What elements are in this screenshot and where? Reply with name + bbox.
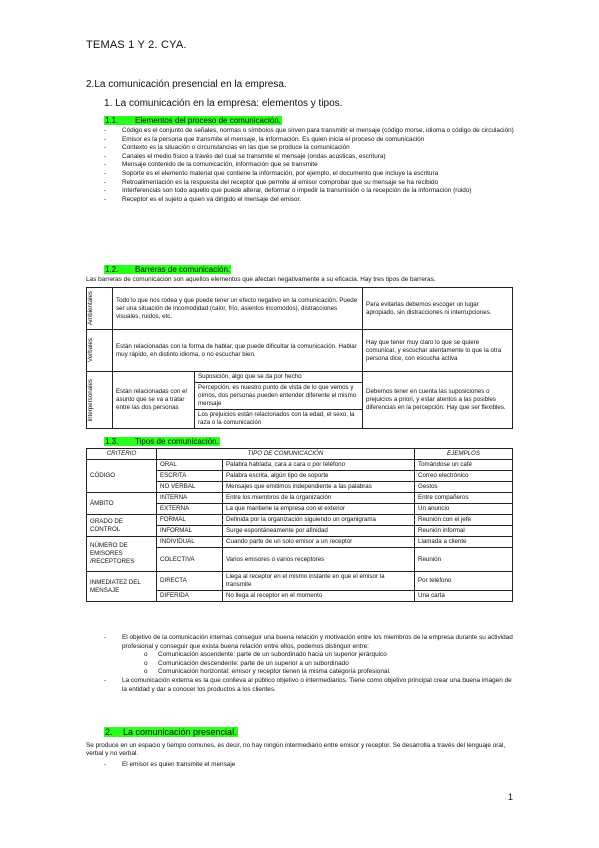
sublist xyxy=(144,651,516,677)
section-2-body: Se produce en un espacio y tiempo comunes, es decir, no hay ningún intermediario entre emisor y receptor. Se desarrolla a través del lenguaje oral, verbal y no verbal. xyxy=(86,742,506,758)
heading-1-1 xyxy=(104,116,282,125)
fix-cell: Hay que tener muy claro lo que se quiere comunicar, y escuchar atentamente lo que la otra persona dice, con escucha activa xyxy=(363,330,513,372)
heading-text: Barreras de comunicación. xyxy=(135,265,231,274)
table-row xyxy=(87,288,513,330)
row-label: Interpersonales xyxy=(87,378,94,422)
subsection-title: 1. La comunicación en la empresa: elementos y tipos. xyxy=(104,98,343,109)
communication-notes xyxy=(104,634,516,694)
type-cell: ESCRITA xyxy=(157,471,223,482)
definition-cell: Cuando parte de un solo emisor a un receptor xyxy=(223,537,415,548)
list-item: - La comunicación externa es la que conlleva al público objetivo o intermediarios. Tiene como objetivo principal crear una buena imagen de la entidad y dar a conocer los productos a los clientes. xyxy=(104,677,516,694)
type-cell: ORAL xyxy=(157,460,223,471)
definition-cell: Palabra hablada, cara a cara o por teléfono xyxy=(223,460,415,471)
example-cell: Correo electrónico xyxy=(415,471,513,482)
column-header: TIPO DE COMUNICACIÓN xyxy=(157,449,415,460)
row-label-cell xyxy=(87,330,113,372)
type-cell: INTERNA xyxy=(157,493,223,504)
list-item: - Contexto es la situación o circunstancias en las que se produce la comunicación xyxy=(104,144,516,153)
list-item: - Receptor es el sujeto a quien va dirigido el mensaje del emisor. xyxy=(104,196,516,205)
column-header: CRITERIO xyxy=(87,449,157,460)
desc-cell: Están relacionadas con el asunto que se va a tratar entre las dos personas xyxy=(113,372,195,429)
type-cell: INDIVIDUAL xyxy=(157,537,223,548)
sublist-item: o Comunicación horizontal: emisor y receptor tienen la misma categoría profesional. xyxy=(144,668,516,677)
type-cell: NO VERBAL xyxy=(157,482,223,493)
type-cell: FORMAL xyxy=(157,515,223,526)
table-row xyxy=(87,372,513,383)
type-cell: DIFERIDA xyxy=(157,591,223,602)
definition-cell: Llega al receptor en el mismo instante en que el emisor la transmite xyxy=(223,572,415,591)
row-label: Verbales xyxy=(87,338,94,363)
definition-cell: Mensajes que emitimos independiente a las palabras xyxy=(223,482,415,493)
example-cell: Reunión informal xyxy=(415,526,513,537)
list-item: - El objetivo de la comunicación internas conseguir una buena relación y motivación entre los miembros de la empresa durante su actividad profesional y conseguir que exista buena relación entre ellos, podemos distinguir entre: xyxy=(104,634,516,651)
list-item: - Emisor es la persona que transmite el mensaje, la información. Es quien inicia el proceso de comunicación xyxy=(104,136,516,145)
heading-2 xyxy=(104,727,238,737)
definition-cell: Definida por la organización siguiendo un organigrama xyxy=(223,515,415,526)
list-item: - Canales el medio físico a través del cual se transmite el mensaje (ondas acústicas, escritura) xyxy=(104,153,516,162)
type-cell: COLECTIVA xyxy=(157,548,223,572)
example-cell: Gestos xyxy=(415,482,513,493)
heading-1-2 xyxy=(104,265,231,274)
example-cell: Llamada a cliente xyxy=(415,537,513,548)
definition-cell: Palabra escrita, algún tipo de soporte xyxy=(223,471,415,482)
sub-cell: Percepción, es nuestro punto de vista de lo que vemos y oímos, dos personas pueden entender diferente el mismo mensaje xyxy=(195,383,363,410)
definition-cell: Varios emisores o varios receptores xyxy=(223,548,415,572)
table-row xyxy=(87,537,513,548)
row-label-cell xyxy=(87,288,113,330)
heading-text: Elementos del proceso de comunicación. xyxy=(135,116,281,125)
types-table xyxy=(86,448,513,602)
column-header: EJEMPLOS xyxy=(415,449,513,460)
definition-cell: No llega al receptor en el momento xyxy=(223,591,415,602)
barriers-table xyxy=(86,287,513,429)
type-cell: EXTERNA xyxy=(157,504,223,515)
heading-number: 1.1. xyxy=(105,116,119,125)
example-cell: Reunión con el jefe xyxy=(415,515,513,526)
desc-cell: Están relacionadas con la forma de hablar, que puede dificultar la comunicación. Hablar muy rápido, en distinto idioma, o no escuchar bien. xyxy=(113,330,363,372)
list-item: - Mensaje contenido de la comunicación, información que se transmite xyxy=(104,161,516,170)
list-item: - Retroalimentación es la respuesta del receptor que permite al emisor comprobar que su mensaje se ha recibido xyxy=(104,179,516,188)
heading-text: La comunicación presencial. xyxy=(123,727,237,737)
heading-number: 2. xyxy=(105,727,113,737)
example-cell: Un anuncio xyxy=(415,504,513,515)
example-cell: Por teléfono xyxy=(415,572,513,591)
section-title: 2.La comunicación presencial en la empresa. xyxy=(86,79,287,90)
list-item: - Interferencias son todo aquello que puede alterar, deformar o impedir la transmisión o la recepción de la información (ruido) xyxy=(104,187,516,196)
table-header-row xyxy=(87,449,513,460)
table-row xyxy=(87,515,513,526)
sub-cell: Los prejuicios están relacionados con la edad, el sexo, la raza o la comunicación xyxy=(195,410,363,429)
table-row xyxy=(87,493,513,504)
list-item: - Código es el conjunto de señales, normas o símbolos que sirven para transmitir el mensaje (código morse, idioma o código de circulación) xyxy=(104,127,516,136)
definition-cell: Surge espontáneamente por afinidad xyxy=(223,526,415,537)
elements-list xyxy=(104,127,516,204)
heading-number: 1.2. xyxy=(105,265,119,274)
type-cell: INFORMAL xyxy=(157,526,223,537)
heading-text: Tipos de comunicación. xyxy=(135,437,219,446)
example-cell: Tomándose un café xyxy=(415,460,513,471)
criterio-cell: GRADO DE CONTROL xyxy=(87,515,157,537)
list-item: - Soporte es el elemento material que contiene la información, por ejemplo, el documento que incluye la escritura xyxy=(104,170,516,179)
section-2-list xyxy=(104,761,516,770)
criterio-cell: CÓDIGO xyxy=(87,460,157,493)
heading-1-3 xyxy=(104,437,220,446)
fix-cell: Para evitarlas debemos escoger un lugar apropiado, sin distracciones ni interrupciones. xyxy=(363,288,513,330)
sublist-item: o Comunicación ascendente: parte de un subordinado hacia un superior jerárquico xyxy=(144,651,516,660)
type-cell: DIRECTA xyxy=(157,572,223,591)
definition-cell: Entre los miembros de la organización xyxy=(223,493,415,504)
definition-cell: La que mantiene la empresa con el exterior xyxy=(223,504,415,515)
row-label: Ambientales xyxy=(87,291,94,326)
fix-cell: Debemos tener en cuenta las suposiciones o prejuicios a priori, y estar atentos a las posibles diferencias en la percepción. Hay que ser flexibles. xyxy=(363,372,513,429)
desc-cell: Todo lo que nos rodea y que puede tener un efecto negativo en la comunicación. Puede ser una situación de incomodidad (calor, frío, asientos incomodos), distracciones visuales, ruidos, etc. xyxy=(113,288,363,330)
page-number: 1 xyxy=(507,792,513,802)
document-header: TEMAS 1 Y 2. CYA. xyxy=(86,39,187,51)
criterio-cell: NÚMERO DE EMISORES /RECEPTORES xyxy=(87,537,157,572)
example-cell: Reunión xyxy=(415,548,513,572)
sub-cell: Suposición, algo que se da por hecho xyxy=(195,372,363,383)
table-row xyxy=(87,460,513,471)
table-row xyxy=(87,330,513,372)
example-cell: Entre compañeros xyxy=(415,493,513,504)
criterio-cell: ÁMBITO xyxy=(87,493,157,515)
sublist-item: o Comunicación descendente: parte de un superior a un subordinado xyxy=(144,660,516,669)
list-item: - El emisor es quien transmite el mensaje xyxy=(104,761,516,770)
criterio-cell: INMEDIATEZ DEL MENSAJE xyxy=(87,572,157,602)
table-row xyxy=(87,572,513,591)
heading-number: 1.3. xyxy=(105,437,119,446)
barriers-intro: Las barreras de comunicación son aquellos elementos que afectan negativamente a su eficacia. Hay tres tipos de barreras. xyxy=(86,276,436,283)
row-label-cell xyxy=(87,372,113,429)
example-cell: Una carta xyxy=(415,591,513,602)
